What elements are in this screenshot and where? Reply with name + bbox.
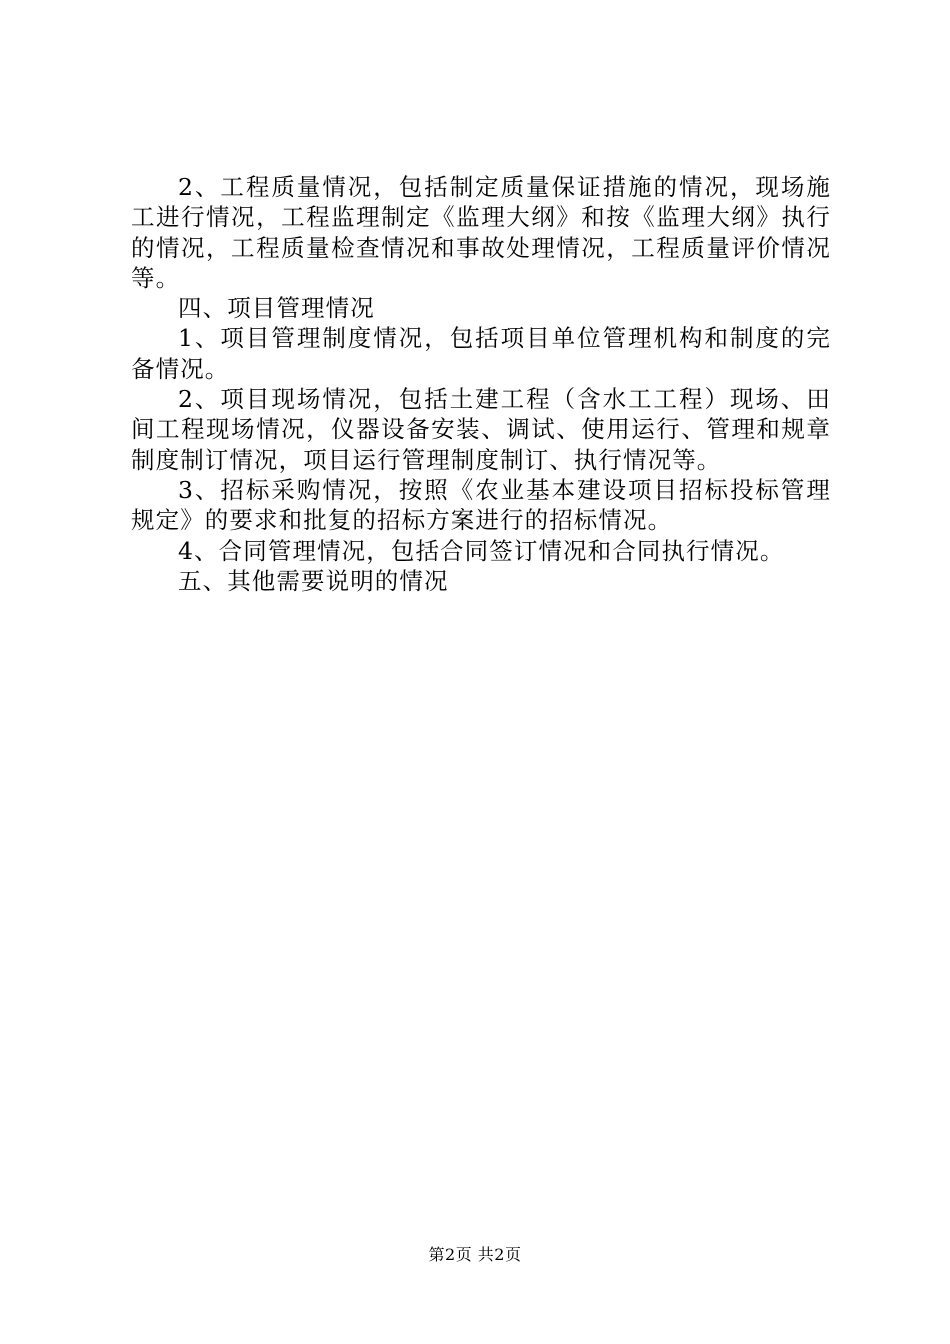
paragraph-bidding: 3、招标采购情况，按照《农业基本建设项目招标投标管理规定》的要求和批复的招标方案进行的招标情况。 bbox=[131, 475, 831, 535]
paragraph-contract: 4、合同管理情况，包括合同签订情况和合同执行情况。 bbox=[178, 536, 785, 565]
page-number-footer: 第2页 共2页 bbox=[428, 1245, 522, 1264]
paragraph-site-situation: 2、项目现场情况，包括土建工程（含水工工程）现场、田间工程现场情况，仪器设备安装、调试、使用运行、管理和规章制度制订情况，项目运行管理制度制订、执行情况等。 bbox=[131, 385, 831, 474]
section-heading-other: 五、其他需要说明的情况 bbox=[178, 566, 449, 595]
section-heading-project-management: 四、项目管理情况 bbox=[178, 294, 375, 323]
paragraph-management-system: 1、项目管理制度情况，包括项目单位管理机构和制度的完备情况。 bbox=[131, 324, 831, 383]
document-body bbox=[131, 172, 831, 596]
paragraph-quality: 2、工程质量情况，包括制定质量保证措施的情况，现场施工进行情况，工程监理制定《监理大纲》和按《监理大纲》执行的情况，工程质量检查情况和事故处理情况，工程质量评价情况等。 bbox=[131, 173, 831, 292]
